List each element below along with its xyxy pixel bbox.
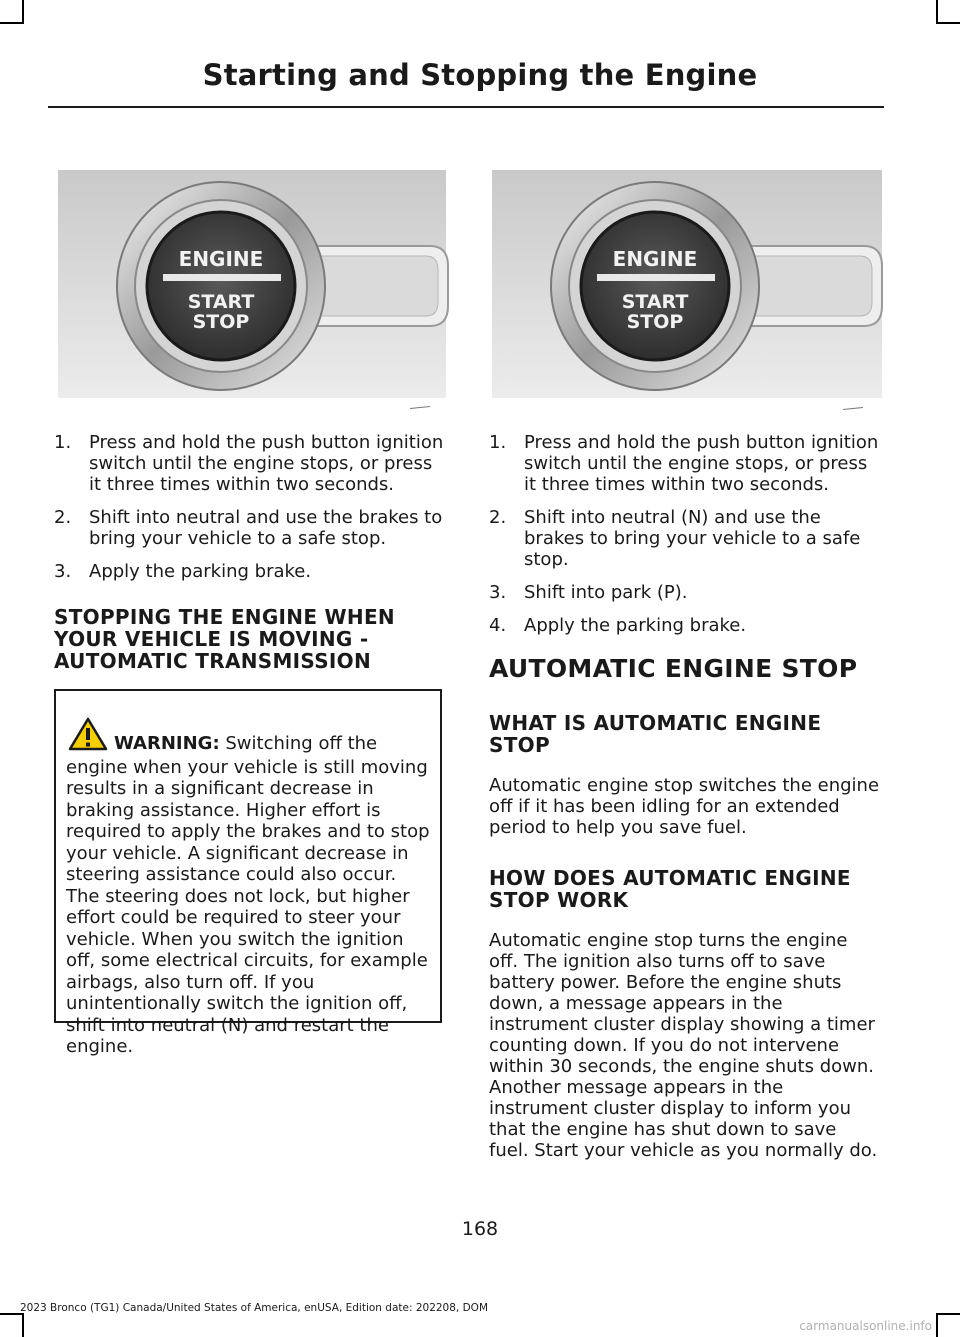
left-steps-list — [54, 432, 446, 594]
watermark: carmanualsonline.info — [799, 1319, 932, 1333]
crop-mark — [936, 1313, 938, 1337]
paragraph-what-is: Automatic engine stop switches the engine off if it has been idling for an extended period to help you save fuel. — [489, 775, 880, 838]
page-number: 168 — [461, 1218, 499, 1240]
paragraph-how-does: Automatic engine stop turns the engine off. The ignition also turns off to save battery power. Before the engine shuts down, a message appears in the instrument cluster display showing a timer counting down. If you do not intervene within 30 seconds, the engine shuts down. Another message appears in the instrument cluster display to inform you that the engine has shut down to save fuel. Start your vehicle as you normally do. — [489, 930, 878, 1161]
svg-text:STOP: STOP — [192, 311, 250, 333]
figure-tick — [843, 407, 863, 410]
crop-mark — [936, 0, 938, 24]
svg-text:START: START — [621, 291, 689, 313]
section-title-automatic-engine-stop: AUTOMATIC ENGINE STOP — [489, 654, 858, 683]
ignition-button-figure-left — [58, 170, 450, 402]
list-item: 1. Press and hold the push button ignition switch until the engine stops, or press it three times within two seconds. — [54, 432, 444, 495]
list-item: 3. Shift into park (P). — [489, 582, 688, 603]
title-divider — [48, 106, 884, 108]
warning-label: WARNING: — [114, 733, 220, 754]
subheading-what-is: WHAT IS AUTOMATIC ENGINE STOP — [489, 711, 822, 757]
crop-mark — [0, 22, 24, 24]
list-item: 1. Press and hold the push button ignition switch until the engine stops, or press it three times within two seconds. — [489, 432, 879, 495]
crop-mark — [22, 0, 24, 24]
list-item: 2. Shift into neutral and use the brakes to bring your vehicle to a safe stop. — [54, 507, 443, 549]
crop-mark — [22, 1313, 24, 1337]
footer-edition-info: 2023 Bronco (TG1) Canada/United States of America, enUSA, Edition date: 202208, DOM — [20, 1302, 489, 1314]
svg-text:START: START — [187, 291, 255, 313]
warning-box — [54, 689, 442, 1057]
right-steps-list — [489, 432, 881, 648]
subheading-how-does: HOW DOES AUTOMATIC ENGINE STOP WORK — [489, 866, 851, 912]
crop-mark — [936, 22, 960, 24]
push-button-ignition-switch-icon — [58, 170, 450, 402]
figure-tick — [410, 406, 430, 409]
push-button-ignition-switch-icon — [492, 170, 884, 402]
svg-text:ENGINE: ENGINE — [178, 247, 264, 271]
page-title: Starting and Stopping the Engine — [202, 58, 758, 92]
crop-mark — [936, 1313, 960, 1315]
list-item: 2. Shift into neutral (N) and use the brakes to bring your vehicle to a safe stop. — [489, 507, 861, 570]
ignition-button-figure-right — [492, 170, 884, 402]
section-heading-stopping-moving: STOPPING THE ENGINE WHEN YOUR VEHICLE IS MOVING - AUTOMATIC TRANSMISSION — [54, 605, 395, 673]
warning-triangle-icon — [68, 717, 108, 757]
svg-text:ENGINE: ENGINE — [612, 247, 698, 271]
list-item: 4. Apply the parking brake. — [489, 615, 747, 636]
list-item: 3. Apply the parking brake. — [54, 561, 312, 582]
svg-text:STOP: STOP — [626, 311, 684, 333]
warning-text: Switching off the engine when your vehicle is still moving results in a significant decrease in braking assistance. Higher effort is required to apply the brakes and to stop your vehicle. A significant decrease in steering assistance could also occur. The steering does not lock, but higher effort could be required to steer your vehicle. When you switch the ignition off, some electrical circuits, for example airbags, also turn off. If you unintentionally switch the ignition off, shift into neutral (N) and restart the engine. — [66, 733, 430, 1057]
